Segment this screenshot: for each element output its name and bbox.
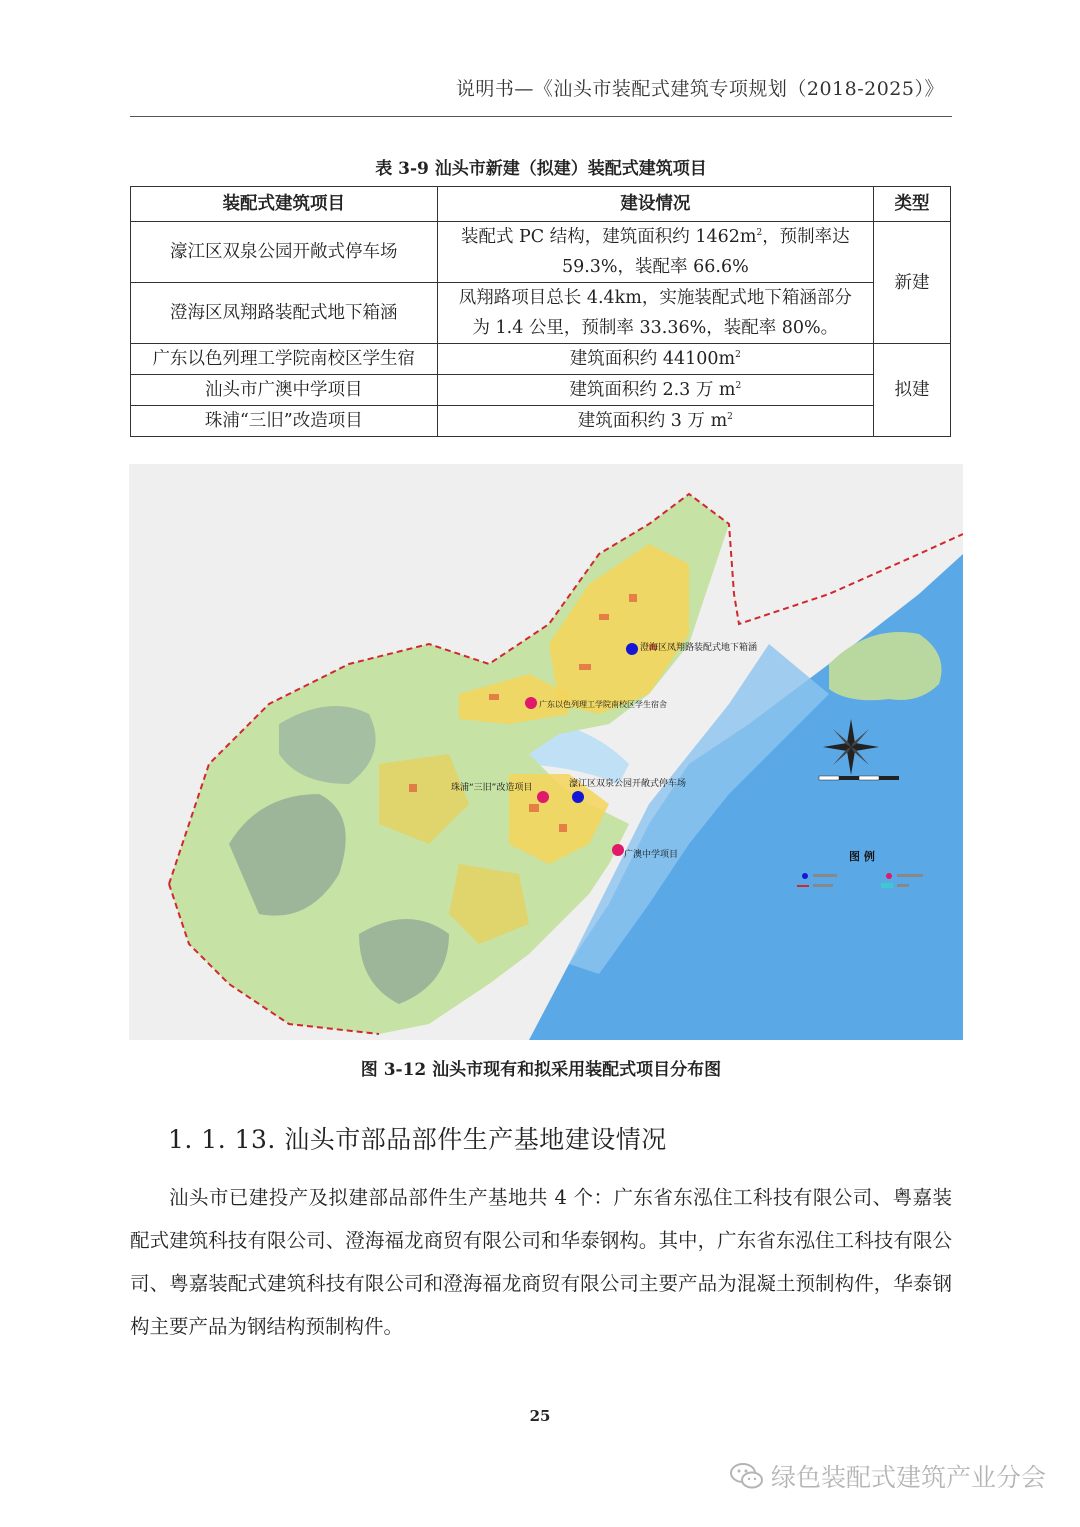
label-chenghai: 澄海区凤翔路装配式地下箱涵 <box>640 643 758 653</box>
project-info: 建筑面积约 2.3 万 $m^2$ <box>437 375 873 406</box>
project-info: 建筑面积约 $44100m^2$ <box>437 344 873 375</box>
body-paragraph: 汕头市已建投产及拟建部品部件生产基地共 4 个：广东省东泓住工科技有限公司、粤嘉装配式建筑科技有限公司、澄海福龙商贸有限公司和华泰钢构。其中，广东省东泓住工科技有限公司、粤嘉装配式建筑科技有限公司和澄海福龙商贸有限公司主要产品为混凝土预制构件，华泰钢构主要产品为钢结构预制构件。 <box>130 1186 952 1338</box>
marker-chenghai <box>626 643 638 655</box>
header-rule <box>130 116 952 117</box>
project-info: 凤翔路项目总长 4.4km，实施装配式地下箱涵部分 为 1.4 公里，预制率 33.36%，装配率 80%。 <box>437 283 873 344</box>
page-number: 25 <box>529 1407 551 1425</box>
table-row <box>131 222 951 283</box>
type-planned: 拟建 <box>874 344 951 437</box>
header-cell: 建设情况 <box>437 187 873 222</box>
marker-zhupu <box>537 791 549 803</box>
section-heading: 1. 1. 13. 汕头市部品部件生产基地建设情况 <box>168 1125 667 1154</box>
table-caption: 表 3-9 汕头市新建（拟建）装配式建筑项目 <box>375 159 707 179</box>
marker-guangao <box>612 844 624 856</box>
project-distribution-map <box>129 464 963 1040</box>
project-name: 珠浦“三旧”改造项目 <box>131 406 438 437</box>
figure-caption: 图 3-12 汕头市现有和拟采用装配式项目分布图 <box>360 1060 722 1080</box>
type-new: 新建 <box>874 222 951 344</box>
legend-title: 图 例 <box>849 850 875 863</box>
page-header: 说明书—《汕头市装配式建筑专项规划（2018-2025）》 <box>455 78 944 100</box>
header-cell: 类型 <box>874 187 951 222</box>
marker-haojiang <box>572 791 584 803</box>
table-row <box>131 406 951 437</box>
label-israel: 广东以色列理工学院南校区学生宿舍 <box>539 700 667 709</box>
projects-table <box>130 186 951 437</box>
watermark <box>729 1458 1046 1494</box>
label-zhupu: 珠浦“三旧”改造项目 <box>451 783 533 793</box>
label-haojiang: 濠江区双泉公园开敞式停车场 <box>569 779 687 789</box>
label-guangao: 广澳中学项目 <box>624 850 679 860</box>
table-row <box>131 375 951 406</box>
project-info: 装配式 PC 结构，建筑面积约 $1462m^2$，预制率达 59.3%，装配率 66.6% <box>437 222 873 283</box>
header-cell: 装配式建筑项目 <box>131 187 438 222</box>
project-name: 汕头市广澳中学项目 <box>131 375 438 406</box>
project-name: 广东以色列理工学院南校区学生宿 <box>131 344 438 375</box>
table-header-row <box>131 187 951 222</box>
table-row <box>131 344 951 375</box>
project-name: 濠江区双泉公园开敞式停车场 <box>131 222 438 283</box>
project-name: 澄海区凤翔路装配式地下箱涵 <box>131 283 438 344</box>
table-row <box>131 283 951 344</box>
project-info: 建筑面积约 3 万 $m^2$ <box>437 406 873 437</box>
scale-bar <box>819 776 899 780</box>
wechat-icon <box>729 1461 765 1491</box>
watermark-text: 绿色装配式建筑产业分会 <box>770 1463 1046 1492</box>
marker-israel <box>525 697 537 709</box>
